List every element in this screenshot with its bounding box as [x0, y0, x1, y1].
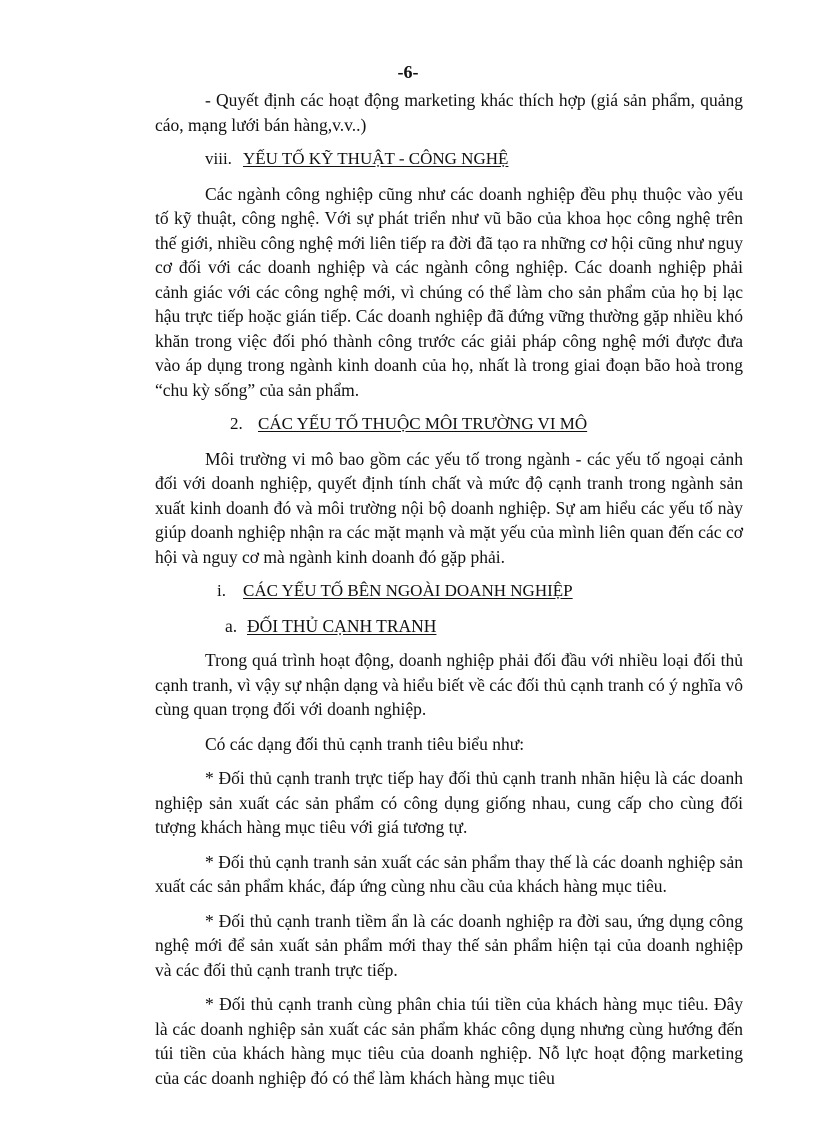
paragraph-competitors-intro: Trong quá trình hoạt động, doanh nghiệp phải đối đầu với nhiều loại đối thủ cạnh tranh, vì vậy sự nhận dạng và hiểu biết về các đối thủ cạnh tranh có ý nghĩa vô cùng quan trọng đối với doanh nghiệp. — [155, 650, 743, 719]
heading-title: YẾU TỐ KỸ THUẬT - CÔNG NGHỆ — [243, 149, 509, 168]
heading-number: 2. — [230, 414, 243, 433]
heading-micro-environment — [155, 412, 743, 437]
heading-technology-factor — [155, 147, 743, 172]
paragraph-substitute-competitors: * Đối thủ cạnh tranh sản xuất các sản phẩm thay thế là các doanh nghiệp sản xuất các sản phẩm khác, đáp ứng cùng nhu cầu của khách hàng mục tiêu. — [155, 851, 743, 896]
paragraph-technology: Các ngành công nghiệp cũng như các doanh nghiệp đều phụ thuộc vào yếu tố kỹ thuật, công nghệ. Với sự phát triển như vũ bão của khoa học công nghệ trên thế giới, nhiều công nghệ mới liên tiếp ra đời đã tạo ra những cơ hội cũng như nguy cơ đối với các doanh nghiệp và các ngành công nghiệp. Các doanh nghiệp phải cảnh giác với các công nghệ mới, vì chúng có thể làm cho sản phẩm của họ bị lạc hậu trực tiếp hoặc gián tiếp. Các doanh nghiệp đã đứng vững thường gặp nhiều khó khăn trong việc đối phó thành công trước các giải pháp công nghệ mới được đưa vào áp dụng trong ngành kinh doanh của họ, nhất là trong giai đoạn bão hoà trong “chu kỳ sống” của sản phẩm. — [155, 183, 743, 400]
heading-title: CÁC YẾU TỐ THUỘC MÔI TRƯỜNG VI MÔ — [258, 414, 588, 433]
heading-number: viii. — [205, 149, 232, 168]
paragraph-potential-competitors: * Đối thủ cạnh tranh tiềm ẩn là các doanh nghiệp ra đời sau, ứng dụng công nghệ mới để sản xuất sản phẩm mới thay thế sản phẩm hiện tại của doanh nghiệp và các đối thủ cạnh tranh trực tiếp. — [155, 910, 743, 980]
document-body — [155, 88, 743, 1100]
heading-title: ĐỐI THỦ CẠNH TRANH — [247, 615, 437, 636]
paragraph-marketing-activities: - Quyết định các hoạt động marketing khác thích hợp (giá sản phẩm, quảng cáo, mạng lưới bán hàng,v.v..) — [155, 90, 743, 135]
paragraph-competitor-types: Có các dạng đối thủ cạnh tranh tiêu biểu như: — [205, 733, 525, 754]
heading-number: i. — [217, 581, 226, 600]
heading-number: a. — [225, 615, 238, 636]
paragraph-wallet-competitors: * Đối thủ cạnh tranh cùng phân chia túi tiền của khách hàng mục tiêu. Đây là các doanh nghiệp sản xuất các sản phẩm khác công dụng nhưng cùng hướng đến túi tiền của khách hàng mục tiêu của doanh nghiệp. Nỗ lực hoạt động marketing của các doanh nghiệp đó có thể làm khách hàng mục tiêu — [155, 994, 743, 1088]
page-number: -6- — [397, 62, 419, 82]
paragraph-direct-competitors: * Đối thủ cạnh tranh trực tiếp hay đối thủ cạnh tranh nhãn hiệu là các doanh nghiệp sản xuất các sản phẩm có công dụng giống nhau, cung cấp cho cùng đối tượng khách hàng mục tiêu với giá tương tự. — [155, 768, 743, 837]
heading-competitors — [155, 614, 743, 639]
heading-external-factors — [155, 579, 743, 604]
heading-title: CÁC YẾU TỐ BÊN NGOÀI DOANH NGHIỆP — [243, 581, 573, 600]
paragraph-micro-environment: Môi trường vi mô bao gồm các yếu tố trong ngành - các yếu tố ngoại cảnh đối với doanh nghiệp, quyết định tính chất và mức độ cạnh tranh trong ngành sản xuất kinh doanh đó và môi trường nội bộ doanh nghiệp. Sự am hiểu các yếu tố này giúp doanh nghiệp nhận ra các mặt mạnh và mặt yếu của mình liên quan đến các cơ hội và nguy cơ mà ngành kinh doanh đó gặp phải. — [155, 448, 743, 567]
